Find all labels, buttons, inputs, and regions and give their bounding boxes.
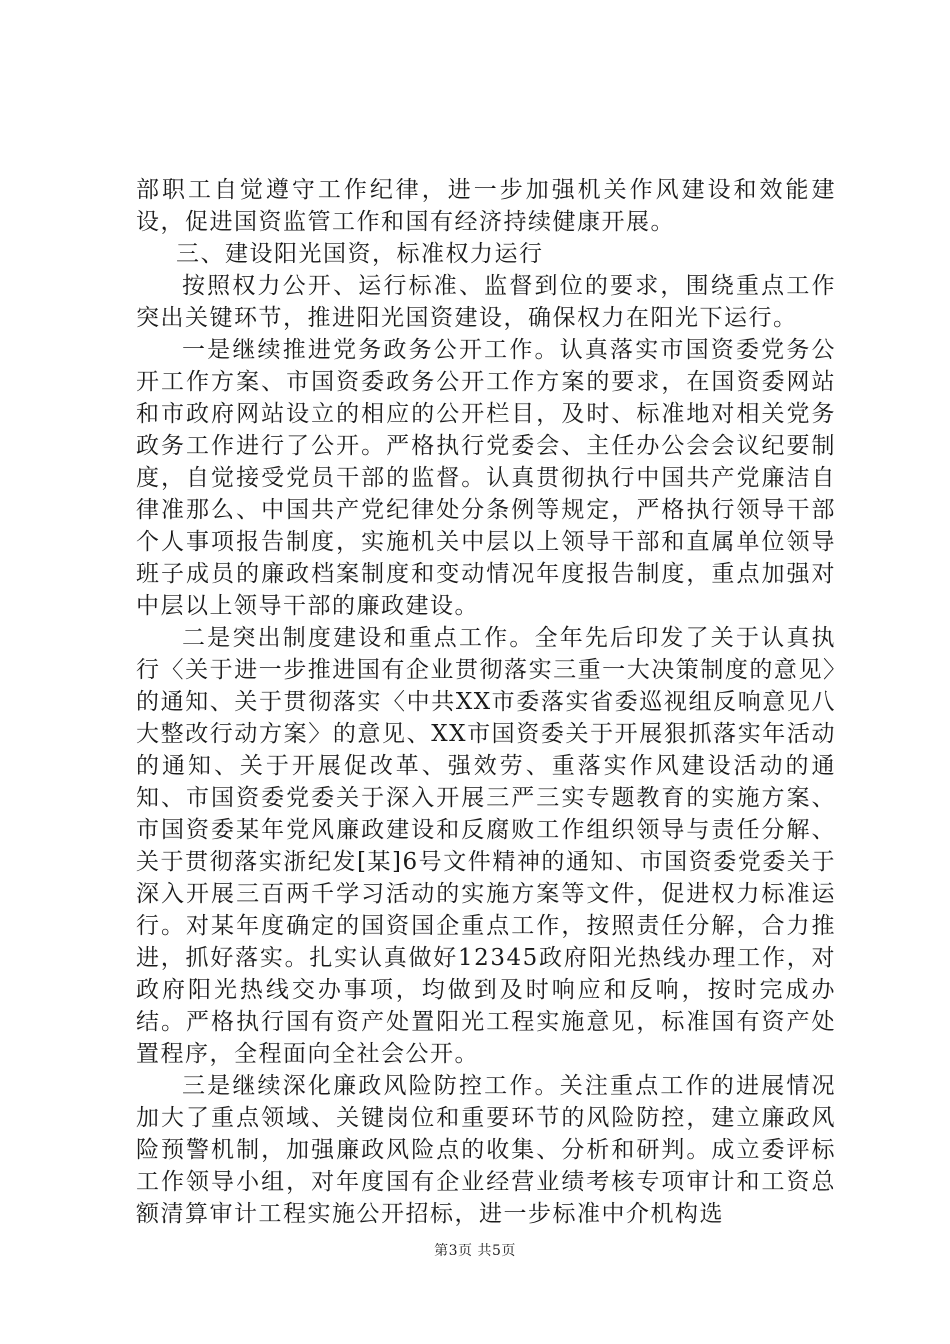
document-body	[136, 174, 836, 1230]
paragraph-point-three: 三是继续深化廉政风险防控工作。关注重点工作的进展情况加大了重点领域、关键岗位和重要环节的风险防控，建立廉政风险预警机制，加强廉政风险点的收集、分析和研判。成立委评标工作领导小组，对年度国有企业经营业绩考核专项审计和工资总额清算审计工程实施公开招标，进一步标准中介机构选	[136, 1073, 836, 1227]
paragraph-point-two: 二是突出制度建设和重点工作。全年先后印发了关于认真执行〈关于进一步推进国有企业贯彻落实三重一大决策制度的意见〉的通知、关于贯彻落实〈中共XX市委落实省委巡视组反响意见八大整改行动方案〉的意见、XX市国资委关于开展狠抓落实年活动的通知、关于开展促改革、强效劳、重落实作风建设活动的通知、市国资委党委关于深入开展三严三实专题教育的实施方案、市国资委某年党风廉政建设和反腐败工作组织领导与责任分解、关于贯彻落实浙纪发[某]6号文件精神的通知、市国资委党委关于深入开展三百两千学习活动的实施方案等文件，促进权力标准运行。对某年度确定的国资国企重点工作，按照责任分解，合力推进，抓好落实。扎实认真做好12345政府阳光热线办理工作，对政府阳光热线交办事项，均做到及时响应和反响，按时完成办结。严格执行国有资产处置阳光工程实施意见，标准国有资产处置程序，全程面向全社会公开。	[136, 625, 836, 1067]
paragraph-continuation: 部职工自觉遵守工作纪律，进一步加强机关作风建设和效能建设，促进国资监管工作和国有经济持续健康开展。	[136, 177, 836, 235]
paragraph-intro: 按照权力公开、运行标准、监督到位的要求，围绕重点工作突出关键环节，推进阳光国资建设，确保权力在阳光下运行。	[136, 273, 836, 331]
paragraph-point-one: 一是继续推进党务政务公开工作。认真落实市国资委党务公开工作方案、市国资委政务公开工作方案的要求，在国资委网站和市政府网站设立的相应的公开栏目，及时、标准地对相关党务政务工作进行了公开。严格执行党委会、主任办公会会议纪要制度，自觉接受党员干部的监督。认真贯彻执行中国共产党廉洁自律准那么、中国共产党纪律处分条例等规定，严格执行领导干部个人事项报告制度，实施机关中层以上领导干部和直属单位领导班子成员的廉政档案制度和变动情况年度报告制度，重点加强对中层以上领导干部的廉政建设。	[136, 337, 836, 619]
section-heading: 三、建设阳光国资，标准权力运行	[176, 241, 544, 267]
page-number-footer: 第3页 共5页	[434, 1243, 516, 1259]
